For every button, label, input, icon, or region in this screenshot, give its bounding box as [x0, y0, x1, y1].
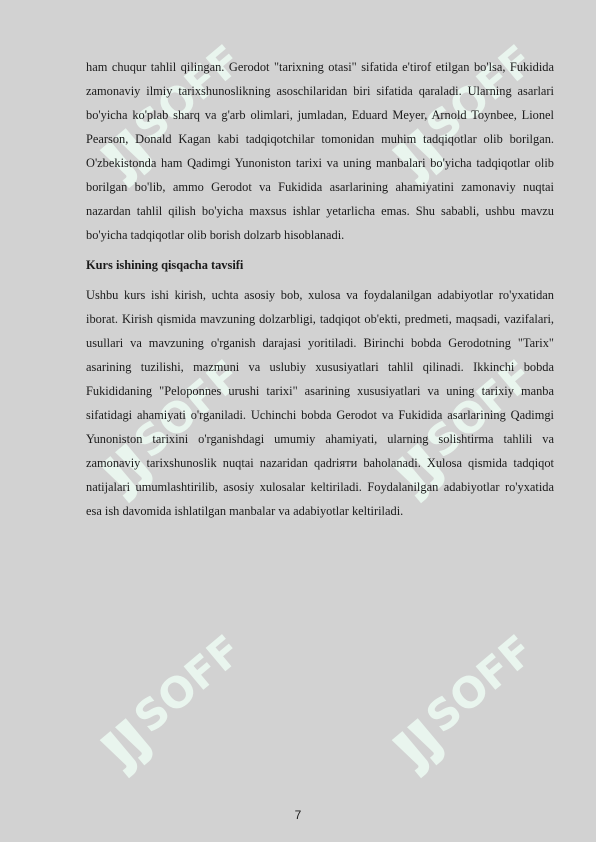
- watermark-logo-icon: [370, 625, 543, 790]
- watermark-text: SOFF: [124, 625, 251, 743]
- page-number: 7: [294, 808, 302, 822]
- watermark-text: SOFF: [124, 35, 251, 153]
- section-heading: Kurs ishining qisqacha tavsifi: [86, 258, 244, 272]
- body-paragraph: Ushbu kurs ishi kirish, uchta asosiy bob, xulosa va foydalanilgan adabiyotlar ro'yxatidan iborat. Kirish qismida mavzuning dolzarbligi, tadqiqot ob'ekti, predmeti, maqsadi, vazifalari, usullari va mavzuning o'rganish darajasi yoritiladi. Birinchi bobda Gerodotning "Tarix" asarining tuzilishi, mazmuni va uslubiy xususiyatlari tahlil qilinadi. Ikkinchi bobda Fukididaning "Peloponnes urushi tarixi" asarining xususiyatlari va uning tarixiy manba sifatidagi ahamiyati o'rganiladi. Uchinchi bobda Gerodot va Fukidida asarlarining Qadimgi Yunoniston tarixini o'rganishdagi umumiy ahamiyati, ularning solishtirma tahlili va zamonaviy tarixshunoslik nuqtai nazaridan qadriяти baholanadi. Xulosa qismida tadqiqot natijalari umumlashtirilib, asosiy xulosalar keltiriladi. Foydalanilgan adabiyotlar ro'yxatida esa ish davomida ishlatilgan manbalar va adabiyotlar keltiriladi.: [86, 288, 554, 518]
- intro-paragraph: ham chuqur tahlil qilingan. Gerodot "tarixning otasi" sifatida e'tirof etilgan bo'lsa, Fukidida zamonaviy ilmiy tarixshunoslikning asoschilaridan biri sifatida qaraladi. Ularning asarlari bo'yicha ko'plab sharq va g'arb olimlari, jumladan, Eduard Meyer, Arnold Toynbee, Lionel Pearson, Donald Kagan kabi tadqiqotchilar tomonidan muhim tadqiqotlar olib borilgan. O'zbekistonda ham Qadimgi Yunoniston tarixi va uning manbalari bo'yicha tadqiqotlar olib borilgan bo'lib, ammo Gerodot va Fukidida asarlarining ahamiyatini zamonaviy nuqtai nazardan tahlil qilish bo'yicha maxsus ishlar yetarlicha emas. Shu sababli, ushbu mavzu bo'yicha tadqiqotlar olib borish dolzarb hisoblanadi.: [86, 60, 554, 242]
- watermark-text: SOFF: [416, 35, 543, 153]
- document-body: [86, 55, 554, 523]
- watermark-logo-icon: [78, 625, 251, 790]
- watermark-text: SOFF: [416, 350, 543, 468]
- watermark-text: SOFF: [124, 350, 251, 468]
- watermark-text: SOFF: [416, 625, 543, 743]
